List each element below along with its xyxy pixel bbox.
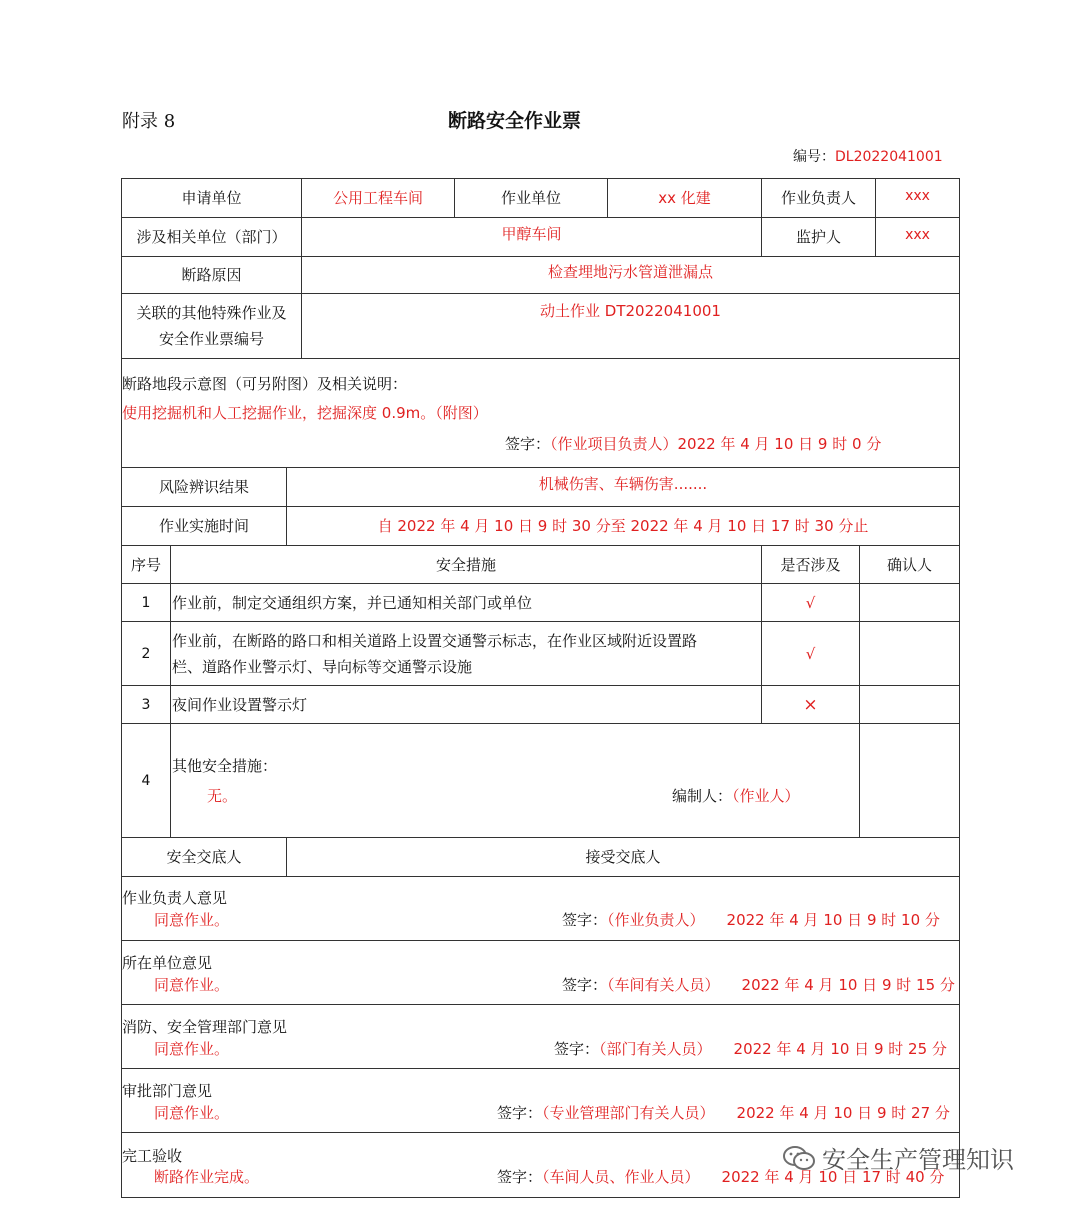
special-work-label-line1: 关联的其他特殊作业及 — [136, 304, 287, 322]
apply-unit-value: 公用工程车间 — [332, 189, 423, 207]
measure-2-text-line2: 栏、道路作业警示灯、导向标等交通警示设施 — [172, 658, 473, 676]
opinion-time: 2022 年 4 月 10 日 9 时 10 分 — [726, 911, 940, 929]
related-unit-label: 涉及相关单位（部门） — [136, 228, 287, 246]
compiler-value: （作业人） — [732, 787, 800, 805]
ticket-number-label: 编号： — [793, 149, 835, 165]
measure-4-text: 其他安全措施： — [172, 757, 278, 775]
opinion-content: 同意作业。 — [154, 976, 230, 994]
opinion-sign-label: 签字： — [497, 1104, 543, 1122]
measure-1-text: 作业前，制定交通组织方案，并已通知相关部门或单位 — [172, 593, 533, 612]
wechat-logo-icon — [782, 1145, 816, 1171]
page-title: 断路安全作业票 — [448, 110, 582, 132]
apply-unit-label: 申请单位 — [181, 189, 242, 207]
risk-value: 机械伤害、车辆伤害....... — [538, 475, 708, 493]
measure-2-involved: √ — [805, 644, 816, 663]
opinion-signer: （作业负责人） — [607, 911, 705, 929]
risk-label: 风险辨识结果 — [158, 478, 249, 496]
opinion-sign-label: 签字： — [554, 1040, 600, 1058]
measure-1-involved: √ — [805, 593, 816, 612]
opinion-signer: （部门有关人员） — [599, 1040, 712, 1058]
appendix-label: 附录 8 — [122, 111, 176, 132]
special-work-label — [122, 294, 301, 358]
opinion-signer: （专业管理部门有关人员） — [542, 1104, 715, 1122]
measure-3-involved: × — [803, 694, 818, 715]
handover-giver: 安全交底人 — [166, 848, 242, 866]
opinion-content: 断路作业完成。 — [154, 1168, 260, 1186]
compiler-label: 编制人： — [672, 787, 733, 805]
measures-header-no: 序号 — [130, 555, 161, 574]
diagram-content: 使用挖掘机和人工挖掘作业，挖掘深度 0.9m。（附图） — [122, 404, 488, 422]
measure-1-no: 1 — [141, 594, 151, 611]
diagram-sign-label: 签字： — [505, 435, 551, 453]
reason-label: 断路原因 — [181, 266, 242, 284]
work-unit-label: 作业单位 — [500, 189, 561, 207]
opinion-content: 同意作业。 — [154, 1040, 230, 1058]
opinion-signer: （车间有关人员） — [607, 976, 720, 994]
opinion-title: 消防、安全管理部门意见 — [122, 1018, 288, 1036]
work-unit-value: xx 化建 — [658, 189, 711, 207]
guardian-value: xxx — [905, 227, 930, 243]
handover-receiver: 接受交底人 — [585, 848, 661, 866]
measure-2-no: 2 — [141, 645, 151, 662]
opinion-title: 所在单位意见 — [122, 954, 213, 972]
opinion-content: 同意作业。 — [154, 1104, 230, 1122]
measures-header-confirmer: 确认人 — [886, 555, 932, 574]
period-value: 自 2022 年 4 月 10 日 9 时 30 分至 2022 年 4 月 10 日 17 时 30 分止 — [377, 517, 869, 535]
related-unit-value: 甲醇车间 — [501, 225, 562, 243]
opinion-title: 作业负责人意见 — [122, 889, 228, 907]
period-label: 作业实施时间 — [158, 517, 249, 535]
opinion-sign-label: 签字： — [497, 1168, 543, 1186]
opinion-signer: （车间人员、作业人员） — [542, 1168, 700, 1186]
opinion-time: 2022 年 4 月 10 日 9 时 25 分 — [733, 1040, 947, 1058]
measure-2-text-line1: 作业前，在断路的路口和相关道路上设置交通警示标志，在作业区域附近设置路 — [172, 632, 698, 650]
work-leader-value: xxx — [905, 188, 930, 204]
watermark — [782, 1140, 1014, 1175]
opinion-time: 2022 年 4 月 10 日 9 时 27 分 — [736, 1104, 950, 1122]
ticket-number-value: DL2022041001 — [835, 149, 943, 165]
measures-header-measure: 安全措施 — [435, 555, 496, 574]
guardian-label: 监护人 — [795, 228, 841, 246]
opinion-signature — [497, 1102, 950, 1123]
measure-3-text: 夜间作业设置警示灯 — [172, 695, 308, 714]
opinion-content: 同意作业。 — [154, 911, 230, 929]
measure-2-text — [172, 628, 697, 680]
work-leader-label: 作业负责人 — [780, 189, 856, 207]
opinion-signature — [562, 909, 940, 930]
diagram-sign-value: （作业项目负责人）2022 年 4 月 10 日 9 时 0 分 — [550, 435, 882, 453]
opinion-sign-label: 签字： — [562, 911, 608, 929]
measure-4-other: 无。 — [207, 787, 238, 805]
watermark-text: 安全生产管理知识 — [822, 1146, 1014, 1174]
opinion-title: 审批部门意见 — [122, 1082, 213, 1100]
diagram-label: 断路地段示意图（可另附图）及相关说明： — [122, 375, 408, 393]
measure-3-no: 3 — [141, 696, 151, 713]
opinion-title: 完工验收 — [122, 1147, 183, 1165]
measures-header-involved: 是否涉及 — [780, 555, 841, 574]
opinion-sign-label: 签字： — [562, 976, 608, 994]
opinion-signature — [554, 1038, 947, 1059]
special-work-value: 动土作业 DT2022041001 — [540, 302, 721, 320]
ticket-number — [793, 146, 943, 166]
measure-4-no: 4 — [141, 772, 151, 789]
opinion-time: 2022 年 4 月 10 日 9 时 15 分 — [741, 976, 955, 994]
opinion-signature — [562, 974, 955, 995]
measure-4-compiler — [672, 785, 800, 806]
opinion-time: 2022 年 4 月 10 日 17 时 40 分 — [721, 1168, 945, 1186]
reason-value: 检查埋地污水管道泄漏点 — [547, 263, 713, 281]
diagram-signature — [505, 433, 881, 454]
special-work-label-line2: 安全作业票编号 — [158, 330, 264, 348]
